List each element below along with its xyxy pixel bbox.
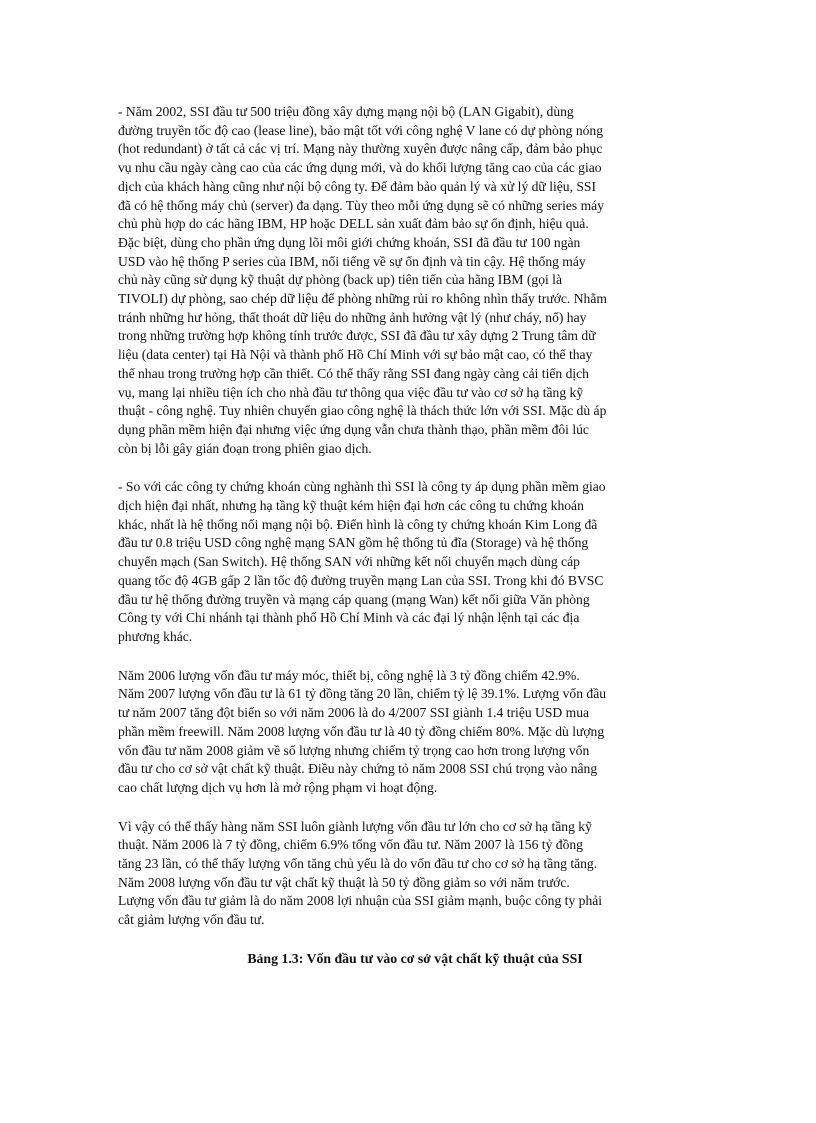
text-line: dịch của khách hàng cũng như nội bộ công ty. Để đảm bảo quản lý và xử lý dữ liệu, SSI [118, 178, 597, 194]
paragraph-competitor-comparison [118, 478, 698, 646]
paragraph-annual-investment [118, 818, 698, 930]
text-line: Năm 2008 lượng vốn đầu tư vật chất kỹ thuật là 50 tỷ đồng giảm so với năm trước. [118, 874, 570, 890]
text-line: Đặc biệt, dùng cho phần ứng dụng lõi môi giới chứng khoán, SSI đã đầu tư 100 ngàn [118, 234, 581, 250]
text-line: vốn đầu tư năm 2008 giảm về số lượng nhưng chiếm tỷ trọng cao hơn trong lượng vốn [118, 742, 590, 758]
text-line: thuật - công nghệ. Tuy nhiên chuyển giao công nghệ là thách thức lớn với SSI. Mặc dù áp [118, 403, 607, 419]
text-line: đầu tư 0.8 triệu USD công nghệ mạng SAN gồm hệ thống tủ đĩa (Storage) và hệ thống [118, 535, 589, 551]
text-line: thuật. Năm 2006 là 7 tỷ đồng, chiếm 6.9% tổng vốn đầu tư. Năm 2007 là 156 tỷ đồng [118, 837, 583, 853]
text-line: đã có hệ thống máy chủ (server) đa dạng. Tùy theo mỗi ứng dụng sẽ có những series máy [118, 197, 604, 213]
text-line: Năm 2006 lượng vốn đầu tư máy móc, thiết bị, công nghệ là 3 tỷ đồng chiếm 42.9%. [118, 667, 580, 683]
text-line: Lượng vốn đầu tư giảm là do năm 2008 lợi nhuận của SSI giảm mạnh, buộc công ty phải [118, 893, 603, 909]
text-line: dịch hiện đại nhất, nhưng hạ tầng kỹ thuật kém hiện đại hơn các công tu chứng khoán [118, 498, 584, 514]
text-line: vụ nhu cầu ngày càng cao của các ứng dụng mới, và do khối lượng tăng cao của các giao [118, 160, 602, 176]
text-line: thế nhau trong trường hợp cần thiết. Có thể thấy rằng SSI đang ngày càng cải tiến dịch [118, 365, 589, 381]
text-line: đầu tư cho cơ sở vật chất kỹ thuật. Điều này chứng tỏ năm 2008 SSI chú trọng vào nâng [118, 761, 598, 777]
paragraph-investment-2006-2008 [118, 667, 698, 798]
text-line: - Năm 2002, SSI đầu tư 500 triệu đồng xây dựng mạng nội bộ (LAN Gigabit), dùng [118, 104, 574, 119]
text-line: dụng phần mềm hiện đại nhưng việc ứng dụng vẫn chưa thành thạo, phần mềm đôi lúc [118, 421, 589, 437]
text-line: cao chất lượng dịch vụ hơn là mở rộng phạm vi hoạt động. [118, 779, 438, 795]
text-line: USD vào hệ thống P series của IBM, nổi tiếng về sự ổn định và tin cậy. Hệ thống máy [118, 253, 586, 269]
text-line: Năm 2007 lượng vốn đầu tư là 61 tỷ đồng tăng 20 lần, chiếm tỷ lệ 39.1%. Lượng vốn đầu [118, 686, 607, 702]
text-line: tăng 23 lần, có thể thấy lượng vốn tăng chủ yếu là do vốn đầu tư cho cơ sở hạ tầng tăng. [118, 856, 598, 872]
text-line: đầu tư hệ thống đường truyền và mạng cáp quang (mạng Wan) kết nối giữa Văn phòng [118, 591, 590, 607]
text-line: cắt giảm lượng vốn đầu tư. [118, 912, 265, 928]
text-line: phần mềm freewill. Năm 2008 lượng vốn đầu tư là 40 tỷ đồng chiếm 80%. Mặc dù lượng [118, 723, 605, 739]
text-line: Vì vậy có thể thấy hàng năm SSI luôn giành lượng vốn đầu tư lớn cho cơ sở hạ tầng kỹ [118, 818, 592, 834]
text-line: chủ này cũng sử dụng kỹ thuật dự phòng (back up) tiên tiến của hãng IBM (gọi là [118, 272, 562, 288]
text-line: khác, nhất là hệ thống nối mạng nội bộ. Điển hình là công ty chứng khoán Kim Long đã [118, 516, 598, 532]
text-line: tư năm 2007 tăng đột biến so với năm 2006 là do 4/2007 SSI giành 1.4 triệu USD mua [118, 705, 590, 721]
text-line: phương khác. [118, 628, 193, 644]
text-line: Công ty với Chi nhánh tại thành phố Hồ Chí Minh và các đại lý nhận lệnh tại các địa [118, 610, 580, 626]
text-line: đường truyền tốc độ cao (lease line), bảo mật tốt với công nghệ V lane có dự phòng nóng [118, 122, 604, 138]
document-page [118, 103, 698, 969]
text-line: - So với các công ty chứng khoán cùng nghành thì SSI là công ty áp dụng phần mềm giao [118, 479, 606, 495]
text-line: chủ phù hợp do các hãng IBM, HP hoặc DELL sản xuất đảm bảo sự ổn định, hiệu quả. [118, 216, 589, 232]
table-caption: Bảng 1.3: Vốn đầu tư vào cơ sở vật chất kỹ thuật của SSI [247, 950, 583, 966]
text-line: còn bị lỗi gây gián đoạn trong phiên giao dịch. [118, 440, 372, 456]
text-line: (hot redundant) ở tất cả các vị trí. Mạng này thường xuyên được nâng cấp, đảm bảo phục [118, 141, 603, 157]
text-line: chuyển mạch (San Switch). Hệ thống SAN với những kết nối chuyển mạch dùng cáp [118, 554, 580, 570]
text-line: quang tốc độ 4GB gấp 2 lần tốc độ đường truyền mạng Lan của SSI. Trong khi đó BVSC [118, 572, 604, 588]
text-line: TIVOLI) dự phòng, sao chép dữ liệu để phòng những rủi ro không nhìn thấy trước. Nhằm [118, 291, 607, 307]
text-line: liệu (data center) tại Hà Nội và thành phố Hồ Chí Minh với sự bảo mật cao, có thể thay [118, 347, 593, 363]
text-line: vụ, mang lại nhiều tiện ích cho nhà đầu tư thông qua việc đầu tư vào cơ sở hạ tầng kỹ [118, 384, 584, 400]
text-line: tránh những hư hỏng, thất thoát dữ liệu do những ảnh hưởng vật lý (như cháy, nổ) hay [118, 309, 587, 325]
text-line: trong những trường hợp không tính trước được, SSI đã đầu tư xây dựng 2 Trung tâm dữ [118, 328, 596, 344]
paragraph-infrastructure-2002 [118, 103, 698, 458]
